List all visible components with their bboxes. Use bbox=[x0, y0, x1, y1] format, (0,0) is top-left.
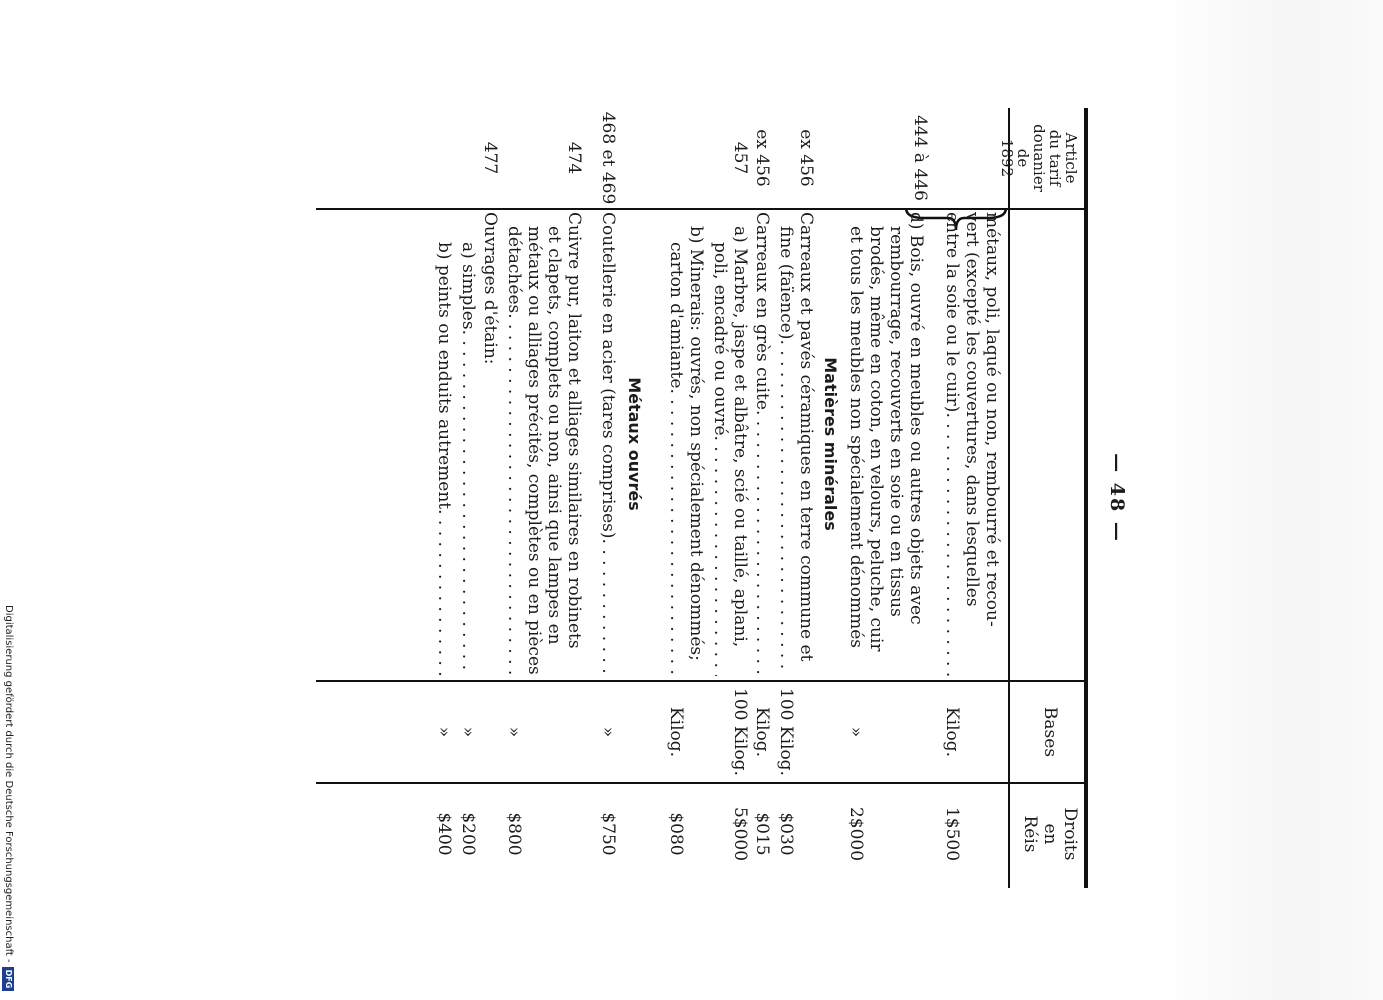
description-cell bbox=[504, 212, 584, 676]
bases-cell: » bbox=[458, 726, 478, 738]
description-line bbox=[710, 212, 730, 676]
duty-cell: $015 bbox=[752, 812, 772, 856]
article-cell: ex 456 bbox=[796, 129, 816, 187]
page-number: — 48 — bbox=[1106, 453, 1128, 543]
description-line bbox=[730, 212, 750, 676]
description-cell bbox=[480, 212, 500, 676]
bases-cell: 100 Kilog. bbox=[730, 688, 750, 776]
description-cell bbox=[846, 212, 926, 676]
description-text: et tous les meubles non spécialement dénommés bbox=[846, 226, 866, 649]
leader-dots bbox=[942, 412, 962, 676]
article-cell: 474 bbox=[564, 141, 584, 175]
duty-cell: $200 bbox=[458, 812, 478, 856]
duty-cell: $750 bbox=[598, 812, 618, 856]
header-duties bbox=[1020, 784, 1080, 884]
description-text: poli, encadré ou ouvré bbox=[710, 242, 730, 436]
duty-cell: 2$000 bbox=[846, 806, 866, 862]
description-text: Carreaux en grès cuite bbox=[752, 212, 772, 410]
header-article-line: de bbox=[1014, 148, 1032, 168]
article-cell: ex 456 bbox=[752, 129, 772, 187]
description-line bbox=[564, 212, 584, 676]
description-line bbox=[666, 212, 686, 676]
duty-cell: $800 bbox=[504, 812, 524, 856]
description-cell bbox=[666, 212, 706, 676]
description-line bbox=[982, 212, 1002, 676]
description-cell bbox=[942, 212, 1002, 676]
header-article bbox=[999, 108, 1079, 208]
leader-dots bbox=[752, 410, 772, 676]
digitization-credit bbox=[0, 0, 16, 1000]
leader-dots bbox=[458, 330, 478, 676]
leader-dots bbox=[710, 436, 730, 677]
bases-cell: » bbox=[434, 726, 454, 738]
description-line bbox=[686, 212, 706, 676]
description-text: d) Bois, ouvré en meubles ou autres objets avec bbox=[906, 212, 926, 625]
bases-cell: Kilog. bbox=[666, 706, 686, 758]
description-cell bbox=[598, 212, 618, 676]
column-divider-bases bbox=[316, 782, 1086, 784]
description-text: rembourrage, recouverts en soie ou en tissus bbox=[886, 226, 906, 617]
column-divider-desc bbox=[316, 680, 1086, 682]
duty-cell: $030 bbox=[776, 812, 796, 856]
article-cell: 444 à 446 bbox=[910, 115, 930, 201]
header-article-line: du tarif bbox=[1046, 129, 1064, 187]
header-duties-line: Réis bbox=[1020, 815, 1040, 853]
leader-dots bbox=[598, 539, 618, 676]
description-cell bbox=[434, 212, 454, 676]
description-line bbox=[886, 212, 906, 676]
description-line bbox=[752, 212, 772, 676]
description-line bbox=[796, 212, 816, 676]
description-line bbox=[846, 212, 866, 676]
leader-dots bbox=[666, 388, 686, 676]
header-article-line: douanier bbox=[1030, 124, 1048, 192]
leader-dots bbox=[434, 509, 454, 676]
header-bottom-rule bbox=[1008, 108, 1010, 888]
description-text: a) simples bbox=[458, 242, 478, 330]
description-text: et clapets, complets ou non, ainsi que lampes en bbox=[544, 226, 564, 645]
description-line bbox=[776, 212, 796, 676]
bases-cell: Kilog. bbox=[752, 706, 772, 758]
description-line bbox=[962, 212, 982, 676]
description-line bbox=[544, 212, 564, 676]
description-text: vert (excepté les couvertures, dans lesquelles bbox=[962, 212, 982, 607]
description-line bbox=[524, 212, 544, 676]
description-cell bbox=[710, 212, 750, 676]
header-article-line: Article bbox=[1062, 132, 1080, 184]
credit-line: Digitalisierung gefördert durch die Deutsche Forschungsgemeinschaft - bbox=[3, 605, 14, 963]
description-text: métaux ou alliages précités, complètes ou en pièces bbox=[524, 226, 544, 675]
description-line bbox=[480, 212, 500, 676]
dfg-logo: DFG bbox=[2, 967, 14, 992]
section-title-mineral: Matières minérales bbox=[821, 357, 840, 531]
header-article-line: 1892 bbox=[998, 138, 1016, 178]
bases-cell: 100 Kilog. bbox=[776, 688, 796, 776]
description-text: entre la soie ou le cuir) bbox=[942, 212, 962, 413]
scan-shade bbox=[1150, 0, 1383, 1000]
bases-cell: » bbox=[598, 726, 618, 738]
description-text: Carreaux et pavés céramiques en terre commune et bbox=[796, 212, 816, 662]
leader-dots bbox=[504, 313, 524, 676]
description-line bbox=[866, 212, 886, 676]
description-text: carton d'amiante bbox=[666, 242, 686, 389]
description-line bbox=[504, 212, 524, 676]
article-cell: 477 bbox=[480, 141, 500, 175]
section-title-metal: Métaux ouvrés bbox=[625, 377, 644, 511]
duty-cell: 1$500 bbox=[942, 806, 962, 862]
description-text: Ouvrages d'étain: bbox=[480, 212, 500, 365]
description-text: a) Marbre, jaspe et albâtre, scié ou taillé, aplani, bbox=[730, 226, 750, 648]
header-top-rule bbox=[1084, 108, 1088, 888]
description-text: brodés, même en coton, en velours, peluche, cuir bbox=[866, 226, 886, 652]
description-text: détachées bbox=[504, 226, 524, 314]
bases-cell: » bbox=[504, 726, 524, 738]
description-line bbox=[906, 212, 926, 676]
description-line bbox=[458, 212, 478, 676]
description-text: fine (faïence) bbox=[776, 226, 796, 340]
header-duties-line: en bbox=[1040, 823, 1060, 845]
description-line bbox=[434, 212, 454, 676]
description-line bbox=[598, 212, 618, 676]
description-cell bbox=[458, 212, 478, 676]
duty-cell: $400 bbox=[434, 812, 454, 856]
leader-dots bbox=[776, 339, 796, 676]
description-line bbox=[942, 212, 962, 676]
description-cell bbox=[776, 212, 816, 676]
bases-cell: » bbox=[846, 726, 866, 738]
header-duties-line: Droits bbox=[1060, 807, 1080, 861]
duty-cell: 5$000 bbox=[730, 806, 750, 862]
article-cell: 457 bbox=[730, 141, 750, 175]
duty-cell: $080 bbox=[666, 812, 686, 856]
bases-cell: Kilog. bbox=[942, 706, 962, 758]
description-cell bbox=[752, 212, 772, 676]
description-text: b) Minerais: ouvrés, non spécialement dénommés; bbox=[686, 226, 706, 661]
description-text: métaux, poli, laqué ou non, rembourré et recou- bbox=[982, 212, 1002, 627]
description-text: Cuivre pur, laiton et alliages similaires en robinets bbox=[564, 212, 584, 649]
rotated-page bbox=[214, 108, 1134, 888]
article-cell: 468 et 469 bbox=[598, 111, 618, 205]
header-bases: Bases bbox=[1040, 706, 1060, 758]
description-text: b) peints ou enduits autrement bbox=[434, 242, 454, 510]
description-text: Coutellerie en acier (tares comprises) bbox=[598, 212, 618, 539]
credit-text bbox=[2, 605, 14, 991]
